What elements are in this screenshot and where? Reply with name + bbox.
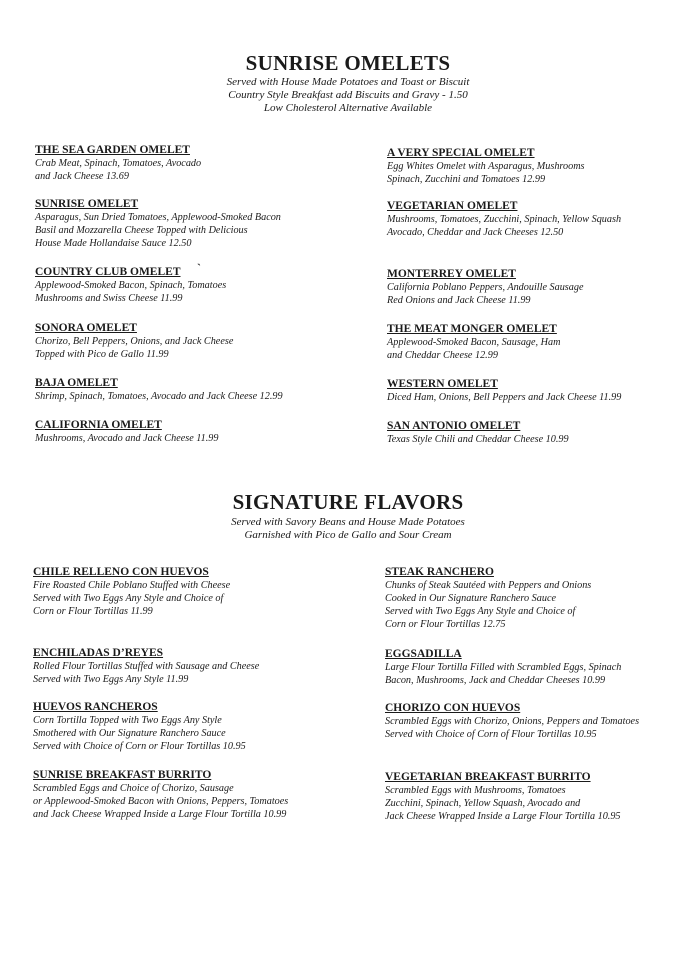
description-line: Corn or Flour Tortillas 11.99: [33, 606, 153, 617]
menu-item-name: COUNTRY CLUB OMELET: [35, 266, 181, 278]
omelets-subtitle-line: Country Style Breakfast add Biscuits and Gravy - 1.50: [228, 89, 468, 101]
description-line: Topped with Pico de Gallo 11.99: [35, 349, 169, 360]
menu-item-description: [385, 661, 696, 687]
menu-item: [385, 647, 696, 687]
menu-item-description: [387, 391, 696, 404]
description-line: Served with Choice of Corn or Flour Tortillas 10.95: [33, 741, 246, 752]
menu-item-name: MONTERREY OMELET: [387, 268, 516, 280]
menu-item-name: SUNRISE BREAKFAST BURRITO: [33, 769, 212, 781]
menu-item-description: [35, 211, 355, 250]
description-line: Scrambled Eggs and Choice of Chorizo, Sausage: [33, 783, 234, 794]
menu-item-name: HUEVOS RANCHEROS: [33, 701, 158, 713]
menu-item-description: [385, 784, 696, 823]
omelets-section-title: SUNRISE OMELETS: [245, 51, 451, 75]
description-line: California Poblano Peppers, Andouille Sausage: [387, 282, 584, 293]
description-line: Served with Choice of Corn of Flour Tortillas 10.95: [385, 729, 597, 740]
description-line: Mushrooms, Avocado and Jack Cheese 11.99: [35, 433, 219, 444]
menu-item: [35, 197, 355, 250]
signature-subtitle: [0, 516, 696, 542]
description-line: Crab Meat, Spinach, Tomatoes, Avocado: [35, 158, 202, 169]
menu-item-description: [35, 157, 355, 183]
menu-item-description: [35, 390, 355, 403]
description-line: Red Onions and Jack Cheese 11.99: [387, 295, 531, 306]
menu-item: [387, 377, 696, 404]
menu-item-name: SUNRISE OMELET: [35, 198, 139, 210]
description-line: or Applewood-Smoked Bacon with Onions, Peppers, Tomatoes: [33, 796, 289, 807]
description-line: Scrambled Eggs with Chorizo, Onions, Peppers and Tomatoes: [385, 716, 640, 727]
menu-item-name: SONORA OMELET: [35, 322, 137, 334]
description-line: Smothered with Our Signature Ranchero Sauce: [33, 728, 226, 739]
description-line: Large Flour Tortilla Filled with Scrambled Eggs, Spinach: [385, 662, 622, 673]
description-line: Cooked in Our Signature Ranchero Sauce: [385, 593, 556, 604]
menu-item-description: [33, 579, 353, 618]
description-line: Chunks of Steak Sautéed with Peppers and Onions: [385, 580, 592, 591]
menu-item-name: BAJA OMELET: [35, 377, 118, 389]
menu-item-description: [33, 782, 353, 821]
menu-item-description: [387, 336, 696, 362]
description-line: and Jack Cheese Wrapped Inside a Large Flour Tortilla 10.99: [33, 809, 287, 820]
menu-item: [387, 419, 696, 446]
description-line: Bacon, Mushrooms, Jack and Cheddar Cheeses 10.99: [385, 675, 606, 686]
signature-subtitle-line: Garnished with Pico de Gallo and Sour Cream: [244, 529, 452, 541]
description-line: Egg Whites Omelet with Asparagus, Mushrooms: [387, 161, 585, 172]
description-line: Fire Roasted Chile Poblano Stuffed with Cheese: [33, 580, 231, 591]
menu-item-name: A VERY SPECIAL OMELET: [387, 147, 535, 159]
menu-item-description: [387, 281, 696, 307]
description-line: Mushrooms, Tomatoes, Zucchini, Spinach, Yellow Squash: [387, 214, 622, 225]
omelets-subtitle-line: Low Cholesterol Alternative Available: [263, 102, 433, 114]
menu-item-description: [35, 335, 355, 361]
menu-item-name: CHILE RELLENO CON HUEVOS: [33, 566, 209, 578]
menu-item-name: ENCHILADAS D’REYES: [33, 647, 164, 659]
description-line: Applewood-Smoked Bacon, Sausage, Ham: [387, 337, 561, 348]
menu-item: [33, 646, 353, 686]
description-line: Avocado, Cheddar and Jack Cheeses 12.50: [387, 227, 564, 238]
description-line: Asparagus, Sun Dried Tomatoes, Applewood-Smoked Bacon: [35, 212, 281, 223]
description-line: Served with Two Eggs Any Style 11.99: [33, 674, 189, 685]
signature-section-title: SIGNATURE FLAVORS: [232, 490, 464, 514]
menu-item: [35, 418, 355, 445]
menu-item-name: VEGETARIAN BREAKFAST BURRITO: [385, 771, 591, 783]
stray-mark: `: [197, 261, 201, 275]
omelets-subtitle: [0, 76, 696, 115]
description-line: Applewood-Smoked Bacon, Spinach, Tomatoes: [35, 280, 227, 291]
menu-item-description: [387, 433, 696, 446]
menu-item: [385, 770, 696, 823]
description-line: Zucchini, Spinach, Yellow Squash, Avocado and: [385, 798, 581, 809]
description-line: and Cheddar Cheese 12.99: [387, 350, 498, 361]
menu-item-name: SAN ANTONIO OMELET: [387, 420, 521, 432]
description-line: Corn Tortilla Topped with Two Eggs Any Style: [33, 715, 222, 726]
menu-item: [35, 265, 355, 305]
description-line: Basil and Mozzarella Cheese Topped with Delicious: [35, 225, 248, 236]
menu-item: [387, 267, 696, 307]
description-line: Served with Two Eggs Any Style and Choice of: [33, 593, 224, 604]
menu-item-description: [385, 715, 696, 741]
menu-item-description: [35, 279, 355, 305]
menu-item-name: WESTERN OMELET: [387, 378, 498, 390]
menu-item: [33, 565, 353, 618]
menu-item-description: [387, 213, 696, 239]
description-line: Scrambled Eggs with Mushrooms, Tomatoes: [385, 785, 566, 796]
description-line: Corn or Flour Tortillas 12.75: [385, 619, 506, 630]
menu-item: [33, 768, 353, 821]
menu-item-name: STEAK RANCHERO: [385, 566, 494, 578]
description-line: Shrimp, Spinach, Tomatoes, Avocado and Jack Cheese 12.99: [35, 391, 283, 402]
description-line: Mushrooms and Swiss Cheese 11.99: [35, 293, 183, 304]
menu-item-description: [35, 432, 355, 445]
menu-item: [385, 701, 696, 741]
description-line: Rolled Flour Tortillas Stuffed with Sausage and Cheese: [33, 661, 260, 672]
menu-item-name: THE SEA GARDEN OMELET: [35, 144, 190, 156]
menu-item: [385, 565, 696, 631]
description-line: and Jack Cheese 13.69: [35, 171, 129, 182]
menu-item: [35, 321, 355, 361]
menu-item: [35, 376, 355, 403]
menu-item-name: EGGSADILLA: [385, 648, 462, 660]
menu-item: [33, 700, 353, 753]
menu-item-description: [33, 660, 353, 686]
description-line: Texas Style Chili and Cheddar Cheese 10.99: [387, 434, 569, 445]
menu-item-description: [387, 160, 696, 186]
menu-item: [387, 146, 696, 186]
description-line: Jack Cheese Wrapped Inside a Large Flour Tortilla 10.95: [385, 811, 621, 822]
signature-subtitle-line: Served with Savory Beans and House Made Potatoes: [231, 516, 465, 528]
menu-item-name: THE MEAT MONGER OMELET: [387, 323, 557, 335]
omelets-subtitle-line: Served with House Made Potatoes and Toast or Biscuit: [226, 76, 470, 88]
description-line: House Made Hollandaise Sauce 12.50: [35, 238, 192, 249]
description-line: Diced Ham, Onions, Bell Peppers and Jack Cheese 11.99: [387, 392, 622, 403]
menu-item-name: CHORIZO CON HUEVOS: [385, 702, 521, 714]
menu-item-description: [33, 714, 353, 753]
menu-item-description: [385, 579, 696, 631]
menu-item: [387, 199, 696, 239]
description-line: Spinach, Zucchini and Tomatoes 12.99: [387, 174, 546, 185]
menu-item-name: CALIFORNIA OMELET: [35, 419, 162, 431]
menu-item: [35, 143, 355, 183]
menu-item-name: VEGETARIAN OMELET: [387, 200, 518, 212]
description-line: Served with Two Eggs Any Style and Choice of: [385, 606, 576, 617]
menu-item: [387, 322, 696, 362]
description-line: Chorizo, Bell Peppers, Onions, and Jack Cheese: [35, 336, 234, 347]
